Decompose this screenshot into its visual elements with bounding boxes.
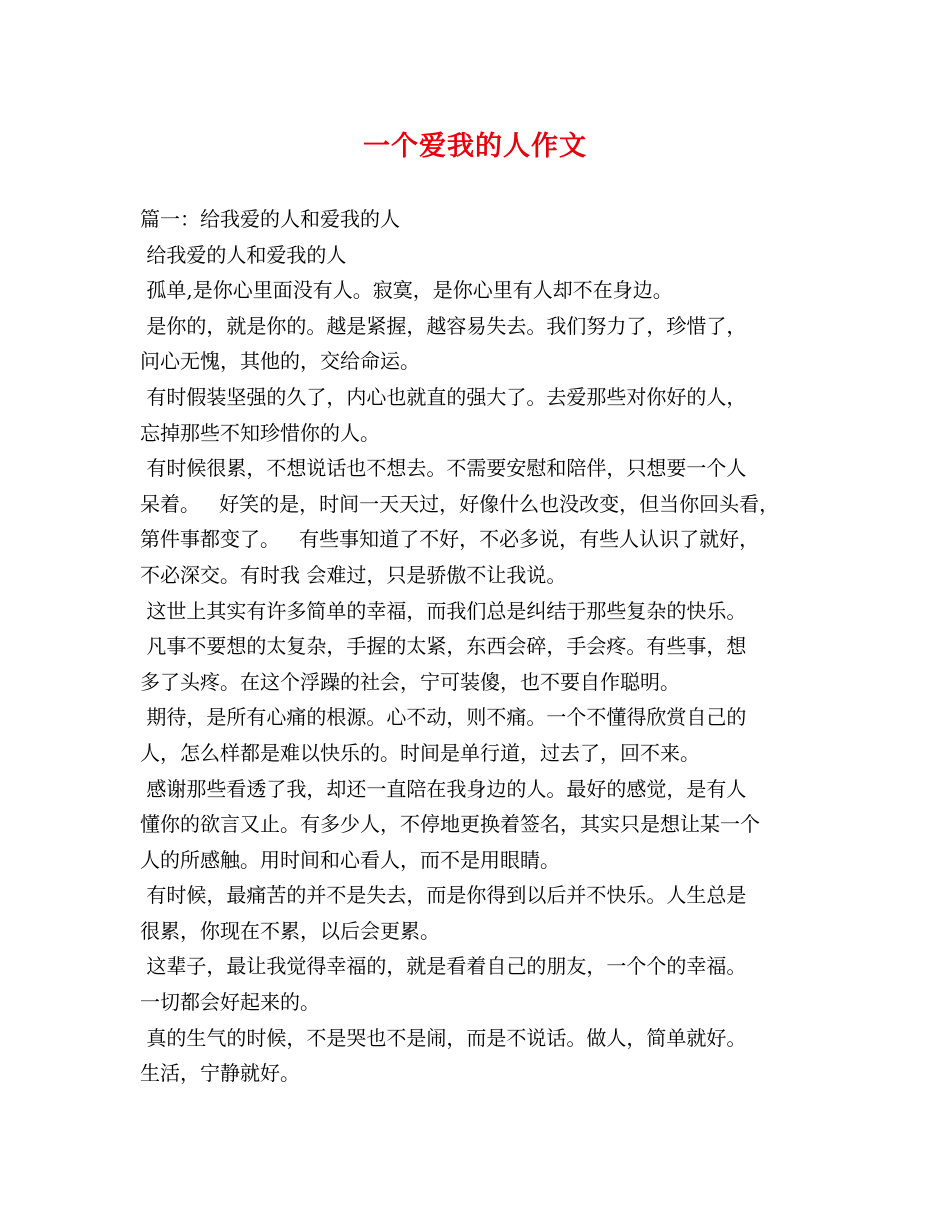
text-line: 篇一：给我爱的人和爱我的人 — [140, 207, 400, 231]
text-line: 感谢那些看透了我，却还一直陪在我身边的人。最好的感觉，是有人 — [140, 776, 747, 801]
document-body — [140, 202, 820, 1092]
text-line: 忘掉那些不知珍惜你的人。 — [140, 420, 380, 445]
text-line: 有时假装坚强的久了，内心也就直的强大了。去爱那些对你好的人， — [140, 384, 747, 409]
text-line: 这世上其实有许多简单的幸福，而我们总是纠结于那些复杂的快乐。 — [140, 598, 747, 623]
text-line: 期待，是所有心痛的根源。心不动，则不痛。一个不懂得欣赏自己的 — [140, 705, 747, 730]
text-line: 一切都会好起来的。 — [140, 990, 320, 1015]
text-line: 真的生气的时候，不是哭也不是闹，而是不说话。做人，简单就好。 — [140, 1025, 747, 1050]
text-line: 有时候，最痛苦的并不是失去，而是你得到以后并不快乐。人生总是 — [140, 883, 747, 908]
text-line: 人，怎么样都是难以快乐的。时间是单行道，过去了，回不来。 — [140, 740, 700, 765]
text-line: 给我爱的人和爱我的人 — [140, 242, 347, 267]
text-line: 生活，宁静就好。 — [140, 1061, 300, 1086]
text-line: 这辈子，最让我觉得幸福的，就是看着自己的朋友，一个个的幸福。 — [140, 954, 747, 979]
text-line: 很累，你现在不累，以后会更累。 — [140, 918, 440, 943]
text-line: 呆着。 好笑的是，时间一天天过，好像什么也没改变，但当你回头看， — [140, 491, 780, 516]
text-line: 有时候很累，不想说话也不想去。不需要安慰和陪伴，只想要一个人 — [140, 456, 747, 481]
text-line: 凡事不要想的太复杂，手握的太紧，东西会碎，手会疼。有些事，想 — [140, 634, 747, 659]
text-line: 第件事都变了。 有些事知道了不好，不必多说，有些人认识了就好， — [140, 527, 760, 552]
text-line: 多了头疼。在这个浮躁的社会，宁可装傻，也不要自作聪明。 — [140, 669, 680, 694]
text-line: 是你的，就是你的。越是紧握，越容易失去。我们努力了，珍惜了， — [140, 313, 747, 338]
text-line: 不必深交。有时我 会难过，只是骄傲不让我说。 — [140, 562, 567, 587]
text-line: 问心无愧，其他的，交给命运。 — [140, 349, 420, 374]
text-line: 懂你的欲言又止。有多少人，不停地更换着签名，其实只是想让某一个 — [140, 812, 760, 837]
text-line: 孤单,是你心里面没有人。寂寞，是你心里有人却不在身边。 — [140, 278, 673, 303]
text-line: 人的所感触。用时间和心看人，而不是用眼睛。 — [140, 847, 560, 872]
document-title: 一个爱我的人作文 — [363, 131, 587, 162]
